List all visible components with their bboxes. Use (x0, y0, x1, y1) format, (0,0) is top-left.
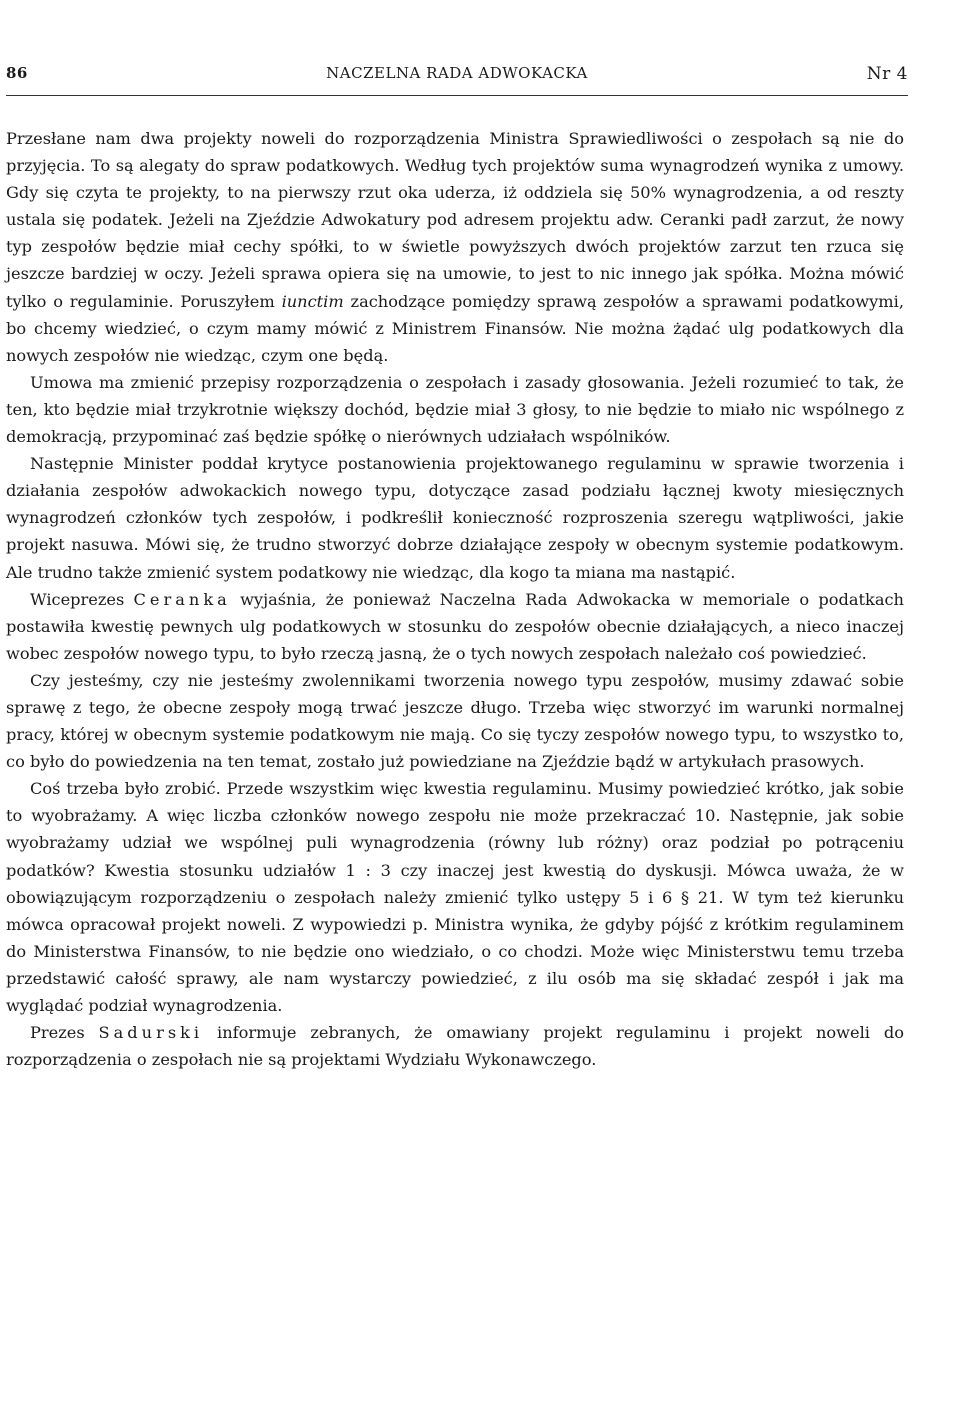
speaker-name: Ceranka (133, 589, 231, 609)
paragraph: Czy jesteśmy, czy nie jesteśmy zwolennikami tworzenia nowego typu zespołów, musimy zdawać sobie sprawę z tego, że obecne zespoły mogą trwać jeszcze długo. Trzeba więc stworzyć im warunki normalnej pracy, której w obecnym systemie podatkowym nie mają. Co się tyczy zespołów nowego typu, to wszystko to, co było do powiedzenia na ten temat, zostało już powiedziane na Zjeździe bądź w artykułach prasowych. (6, 670, 904, 772)
paragraph: Następnie Minister poddał krytyce postanowienia projektowanego regulaminu w sprawie tworzenia i działania zespołów adwokackich nowego typu, dotyczące zasad podziału łącznej kwoty miesięcznych wynagrodzeń członków tych zespołów, i podkreślił konieczność rozproszenia szeregu wątpliwości, jakie projekt nasuwa. Mówi się, że trudno stworzyć dobrze działające zespoły w obecnym systemie podatkowym. Ale trudno także zmienić system podatkowy nie wiedząc, dla kogo ta miana ma nastąpić. (6, 454, 904, 582)
journal-title: NACZELNA RADA ADWOKACKA (326, 64, 588, 82)
latin-term: iunctim (281, 291, 344, 311)
page-number: 86 (6, 64, 28, 82)
paragraph: Umowa ma zmienić przepisy rozporządzenia o zespołach i zasady głosowania. Jeżeli rozumieć to tak, że ten, kto będzie miał trzykrotnie większy dochód, będzie miał 3 głosy, to nie będzie to miało nic wspólnego z demokracją, przypominać zaś będzie spółkę o nierównych udziałach wspólników. (6, 372, 904, 447)
issue-number: Nr 4 (866, 64, 908, 84)
speaker-name: Sadurski (98, 1023, 204, 1043)
paragraph: Wiceprezes Ceranka wyjaśnia, że ponieważ Naczelna Rada Adwokacka w memoriale o podatkach postawiła kwestię pewnych ulg podatkowych w stosunku do zespołów obecnie działających, a nieco inaczej wobec zespołów nowego typu, to było rzeczą jasną, że o tych nowych zespołach należało coś powiedzieć. (6, 589, 904, 663)
body-text (6, 125, 904, 1073)
running-head (6, 64, 908, 88)
paragraph: Prezes Sadurski informuje zebranych, że omawiany projekt regulaminu i projekt noweli do rozporządzenia o zespołach nie są projektami Wydziału Wykonawczego. (6, 1023, 904, 1070)
header-rule (6, 95, 908, 96)
paragraph: Coś trzeba było zrobić. Przede wszystkim więc kwestia regulaminu. Musimy powiedzieć krótko, jak sobie to wyobrażamy. A więc liczba członków nowego zespołu nie może przekraczać 10. Następnie, jak sobie wyobrażamy udział we wspólnej puli wynagrodzenia (równy lub różny) oraz podział po potrąceniu podatków? Kwestia stosunku udziałów 1 : 3 czy inaczej jest kwestią do dyskusji. Mówca uważa, że w obowiązującym rozporządzeniu o zespołach należy zmienić tylko ustępy 5 i 6 § 21. W tym też kierunku mówca opracował projekt noweli. Z wypowiedzi p. Ministra wynika, że gdyby pójść z krótkim regulaminem do Ministerstwa Finansów, to nie będzie ono wiedziało, o co chodzi. Może więc Ministerstwu temu trzeba przedstawić całość sprawy, ale nam wystarczy powiedzieć, z ilu osób ma się składać zespół i jak ma wyglądać podział wynagrodzenia. (6, 779, 904, 1015)
paragraph: Przesłane nam dwa projekty noweli do rozporządzenia Ministra Sprawiedliwości o zespołach są nie do przyjęcia. To są alegaty do spraw podatkowych. Według tych projektów suma wynagrodzeń wynika z umowy. Gdy się czyta te projekty, to na pierwszy rzut oka uderza, iż oddziela się 50% wynagrodzenia, a od reszty ustala się podatek. Jeżeli na Zjeździe Adwokatury pod adresem projektu adw. Ceranki padł zarzut, że nowy typ zespołów będzie miał cechy spółki, to w świetle powyższych dwóch projektów zarzut ten rzuca się jeszcze bardziej w oczy. Jeżeli sprawa opiera się na umowie, to jest to nic innego jak spółka. Można mówić tylko o regulaminie. Poruszyłem iunctim zachodzące pomiędzy sprawą zespołów a sprawami podatkowymi, bo chcemy wiedzieć, o czym mamy mówić z Ministrem Finansów. Nie można żądać ulg podatkowych dla nowych zespołów nie wiedząc, czym one będą. (6, 129, 904, 365)
